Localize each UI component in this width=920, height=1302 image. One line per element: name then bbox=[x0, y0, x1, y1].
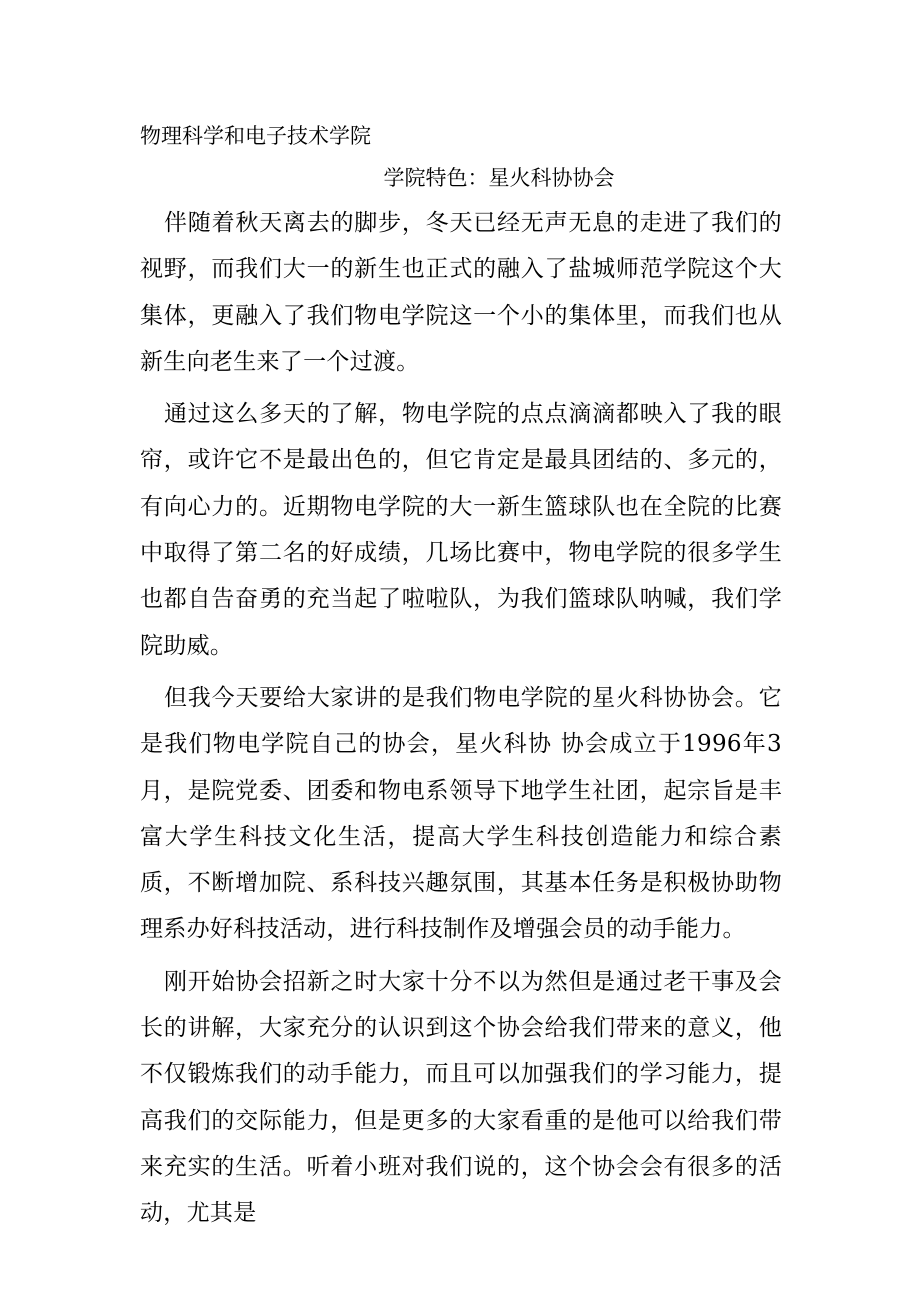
document-page bbox=[140, 118, 782, 1243]
paragraph-2: 通过这么多天的了解，物电学院的点点滴滴都映入了我的眼帘，或许它不是最出色的，但它肯定是最具团结的、多元的，有向心力的。近期物电学院的大一新生篮球队也在全院的比赛中取得了第二名的好成绩，几场比赛中，物电学院的很多学生也都自告奋勇的充当起了啦啦队，为我们篮球队呐喊，我们学院助威。 bbox=[140, 401, 782, 659]
paragraph-1: 伴随着秋天离去的脚步，冬天已经无声无息的走进了我们的视野，而我们大一的新生也正式的融入了盐城师范学院这个大集体，更融入了我们物电学院这一个小的集体里，而我们也从新生向老生来了一个过渡。 bbox=[140, 210, 782, 375]
department-name: 物理科学和电子技术学院 bbox=[140, 124, 371, 148]
paragraph-3: 但我今天要给大家讲的是我们物电学院的星火科协协会。它是我们物电学院自己的协会，星火科协 协会成立于1996年3月，是院党委、团委和物电系领导下地学生社团，起宗旨是丰富大学生科技文化生活，提高大学生科技创造能力和综合素质，不断增加院、系科技兴趣氛围，其基本任务是积极协助物理系办好科技活动，进行科技制作及增强会员的动手能力。 bbox=[140, 684, 782, 943]
article-title: 学院特色：星火科协协会 bbox=[383, 166, 615, 190]
paragraph-4: 刚开始协会招新之时大家十分不以为然但是通过老干事及会长的讲解，大家充分的认识到这个协会给我们带来的意义，他不仅锻炼我们的动手能力，而且可以加强我们的学习能力，提高我们的交际能力，但是更多的大家看重的是他可以给我们带来充实的生活。听着小班对我们说的，这个协会会有很多的活动，尤其是 bbox=[140, 968, 782, 1227]
